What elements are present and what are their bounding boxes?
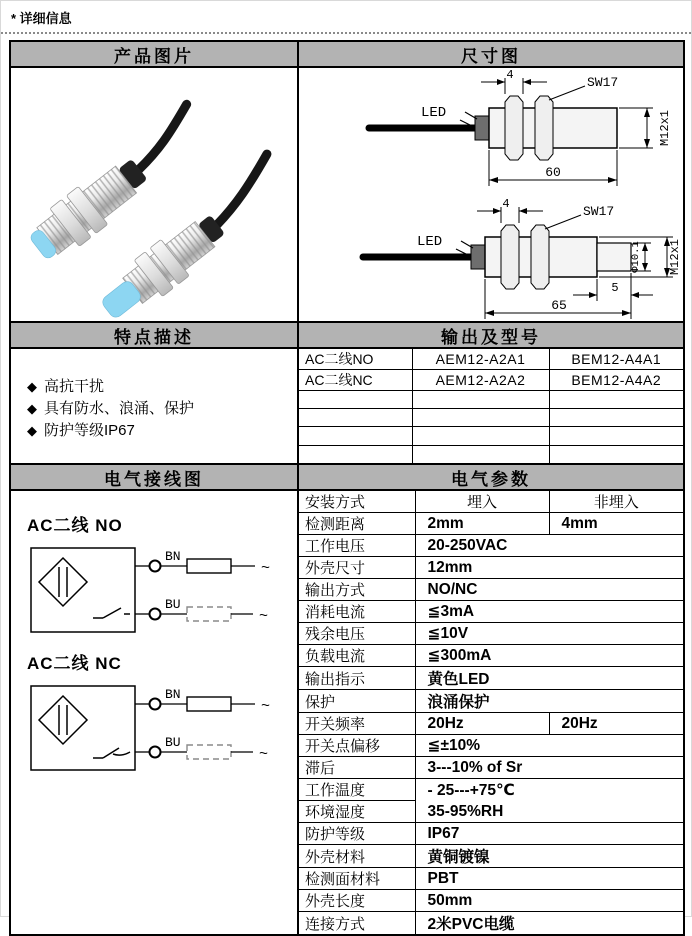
param-value: 20Hz (549, 713, 683, 735)
param-value: PBT (415, 868, 683, 890)
param-value: ≦300mA (415, 645, 683, 667)
dim-60-label: 60 (545, 165, 561, 180)
diamond-bullet-icon: ◆ (27, 401, 37, 416)
ac-symbol: ~ (259, 746, 269, 764)
wiring-diagram-no (25, 540, 291, 640)
param-value: 35-95%RH (427, 802, 504, 820)
param-value: 4mm (549, 513, 683, 535)
model-row (299, 427, 683, 445)
param-row (299, 845, 683, 868)
product-photo (11, 68, 297, 320)
param-value: 20Hz (415, 713, 549, 735)
model-type (299, 445, 412, 463)
bu-label: BU (165, 735, 181, 751)
param-row (299, 890, 683, 912)
wiring-nc-title: AC二线 NC (27, 654, 122, 674)
param-row (299, 513, 683, 535)
params-table (299, 491, 683, 934)
model-code: AEM12-A2A1 (412, 349, 549, 370)
param-value: 2mm (415, 513, 549, 535)
param-label: 工作电压 (299, 535, 415, 557)
param-label: 输出指示 (299, 667, 415, 690)
param-row (299, 491, 683, 513)
model-code (549, 427, 683, 445)
model-code: AEM12-A2A2 (412, 370, 549, 391)
param-value: 埋入 (415, 491, 549, 513)
model-code: BEM12-A4A1 (549, 349, 683, 370)
led-label-1: LED (421, 105, 447, 121)
dimension-header: 尺寸图 (299, 42, 683, 68)
param-value: 黄色LED (415, 667, 683, 690)
param-row (299, 713, 683, 735)
param-row (299, 601, 683, 623)
param-value: 3---10% of Sr (415, 757, 683, 779)
params-cell (299, 491, 683, 934)
model-code (412, 409, 549, 427)
param-row (299, 535, 683, 557)
band-features-models (11, 321, 683, 463)
param-value: 2米PVC电缆 (415, 912, 683, 935)
thread-label-2: M12x1 (668, 238, 682, 276)
model-code (412, 427, 549, 445)
param-row (299, 623, 683, 645)
param-label: 环境湿度 (299, 801, 415, 823)
param-label: 连接方式 (299, 912, 415, 935)
feature-item (27, 420, 297, 441)
dimension-diagram-flush (299, 68, 683, 194)
ac-symbol: ~ (261, 698, 271, 716)
param-row (299, 779, 683, 801)
model-type: AC二线NC (299, 370, 412, 391)
model-row (299, 391, 683, 409)
models-header: 输出及型号 (299, 323, 683, 349)
feature-item (27, 376, 297, 397)
spec-sheet (9, 40, 685, 936)
detail-info-note: * 详细信息 (11, 11, 72, 26)
param-label: 防护等级 (299, 823, 415, 845)
features-header: 特点描述 (11, 323, 299, 349)
dimension-diagram-non-flush (299, 199, 683, 321)
param-label: 开关点偏移 (299, 735, 415, 757)
tip-diameter-label: Φ10.1 (630, 241, 642, 273)
wiring-no-title: AC二线 NO (27, 516, 123, 536)
features-cell (11, 349, 299, 463)
param-value: ≦±10% (415, 735, 683, 757)
param-value: 非埋入 (549, 491, 683, 513)
param-label: 安装方式 (299, 491, 415, 513)
model-code (549, 445, 683, 463)
param-row (299, 645, 683, 667)
dim-4-label-2: 4 (502, 199, 510, 211)
param-label: 开关频率 (299, 713, 415, 735)
wiring-header: 电气接线图 (11, 465, 299, 491)
param-value: NO/NC (415, 579, 683, 601)
param-value: 黄铜镀镍 (415, 845, 683, 868)
param-value: 50mm (415, 890, 683, 912)
feature-item (27, 398, 297, 419)
param-value: 20-250VAC (415, 535, 683, 557)
param-label: 保护 (299, 690, 415, 713)
dimension-cell (299, 68, 683, 321)
param-value: IP67 (415, 823, 683, 845)
dim-5-label: 5 (611, 281, 619, 295)
diamond-bullet-icon: ◆ (27, 379, 37, 394)
param-row (299, 912, 683, 935)
model-row (299, 409, 683, 427)
wiring-diagram-nc (25, 678, 291, 778)
model-row (299, 445, 683, 463)
sw17-label-2: SW17 (583, 204, 615, 219)
feature-text: 具有防水、浪涌、保护 (44, 400, 195, 417)
param-label: 检测面材料 (299, 868, 415, 890)
wiring-cell (11, 491, 299, 934)
dim-4-label-1: 4 (506, 68, 514, 82)
param-row (299, 579, 683, 601)
param-label: 外壳材料 (299, 845, 415, 868)
param-label: 消耗电流 (299, 601, 415, 623)
ac-symbol: ~ (259, 608, 269, 626)
param-row (299, 690, 683, 713)
param-value-merged (415, 779, 683, 823)
param-label: 外壳尺寸 (299, 557, 415, 579)
param-value: ≦10V (415, 623, 683, 645)
bu-label: BU (165, 597, 181, 613)
ac-symbol: ~ (261, 560, 271, 578)
param-label: 外壳长度 (299, 890, 415, 912)
dim-65-label: 65 (551, 298, 567, 313)
param-row (299, 868, 683, 890)
model-code (549, 391, 683, 409)
param-value: 12mm (415, 557, 683, 579)
product-photo-cell (11, 68, 299, 321)
model-code: BEM12-A4A2 (549, 370, 683, 391)
models-cell (299, 349, 683, 463)
product-image-header: 产品图片 (11, 42, 299, 68)
model-type: AC二线NO (299, 349, 412, 370)
led-label-2: LED (417, 234, 443, 250)
feature-text: 防护等级IP67 (44, 422, 135, 439)
model-code (412, 391, 549, 409)
param-row (299, 667, 683, 690)
model-type (299, 409, 412, 427)
model-row (299, 349, 683, 370)
param-row (299, 735, 683, 757)
thread-label-1: M12x1 (658, 109, 672, 147)
feature-text: 高抗干扰 (44, 378, 105, 395)
band-wiring-params (11, 463, 683, 934)
diamond-bullet-icon: ◆ (27, 423, 37, 438)
param-label: 滞后 (299, 757, 415, 779)
param-label: 残余电压 (299, 623, 415, 645)
param-row (299, 823, 683, 845)
param-row (299, 557, 683, 579)
model-type (299, 391, 412, 409)
model-code (412, 445, 549, 463)
param-label: 工作温度 (299, 779, 415, 801)
model-code (549, 409, 683, 427)
param-value: 浪涌保护 (415, 690, 683, 713)
param-value: ≦3mA (415, 601, 683, 623)
param-row (299, 757, 683, 779)
band-product-dimension (11, 42, 683, 321)
bn-label: BN (165, 687, 181, 703)
model-row (299, 370, 683, 391)
sw17-label-1: SW17 (587, 75, 619, 90)
param-label: 输出方式 (299, 579, 415, 601)
param-label: 检测距离 (299, 513, 415, 535)
dotted-divider (1, 32, 691, 34)
model-type (299, 427, 412, 445)
params-header: 电气参数 (299, 465, 683, 491)
models-table (299, 349, 683, 463)
bn-label: BN (165, 549, 181, 565)
param-label: 负载电流 (299, 645, 415, 667)
param-value: - 25---+75℃ (427, 781, 515, 799)
